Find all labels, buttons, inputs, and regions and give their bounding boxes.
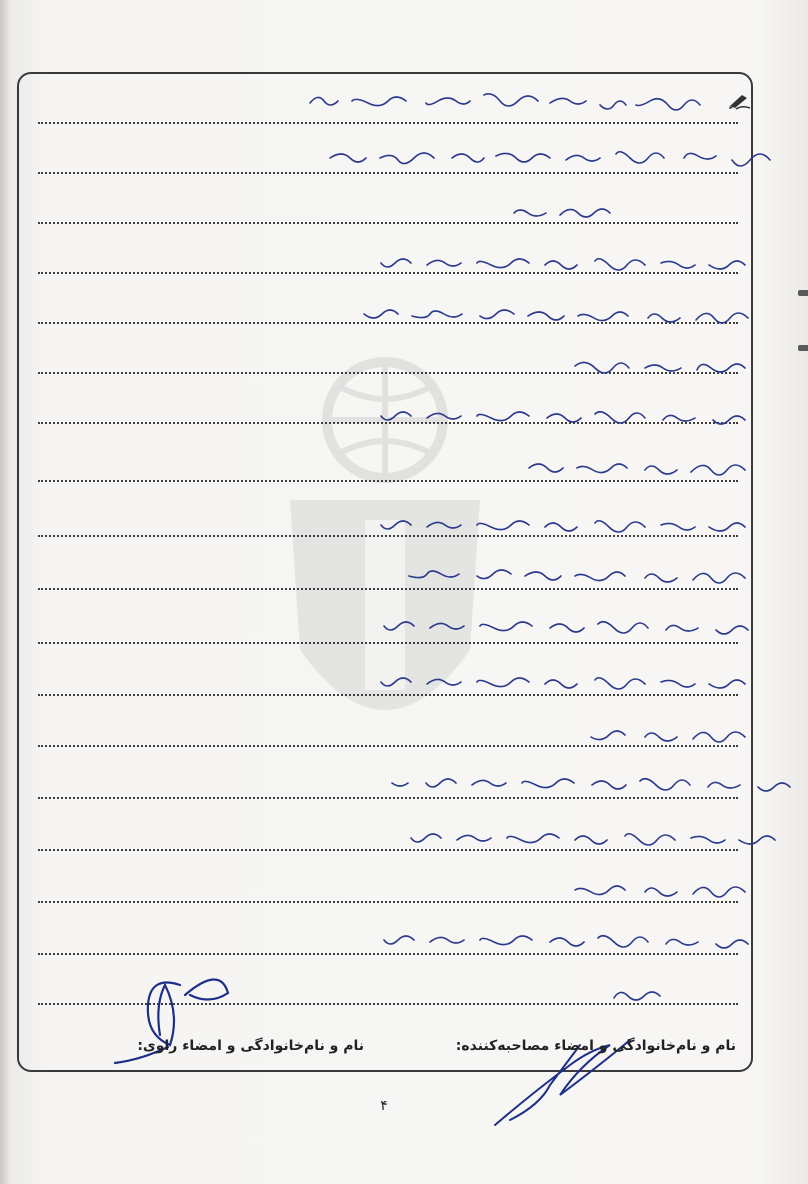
interviewer-signature-label: نام و نام‌خانوادگی و امضاء مصاحبه‌کننده:: [455, 1038, 736, 1054]
narrator-signature-label: نام و نام‌خانوادگی و امضاء راوی:: [137, 1038, 364, 1054]
page-number: ۴: [380, 1098, 388, 1114]
